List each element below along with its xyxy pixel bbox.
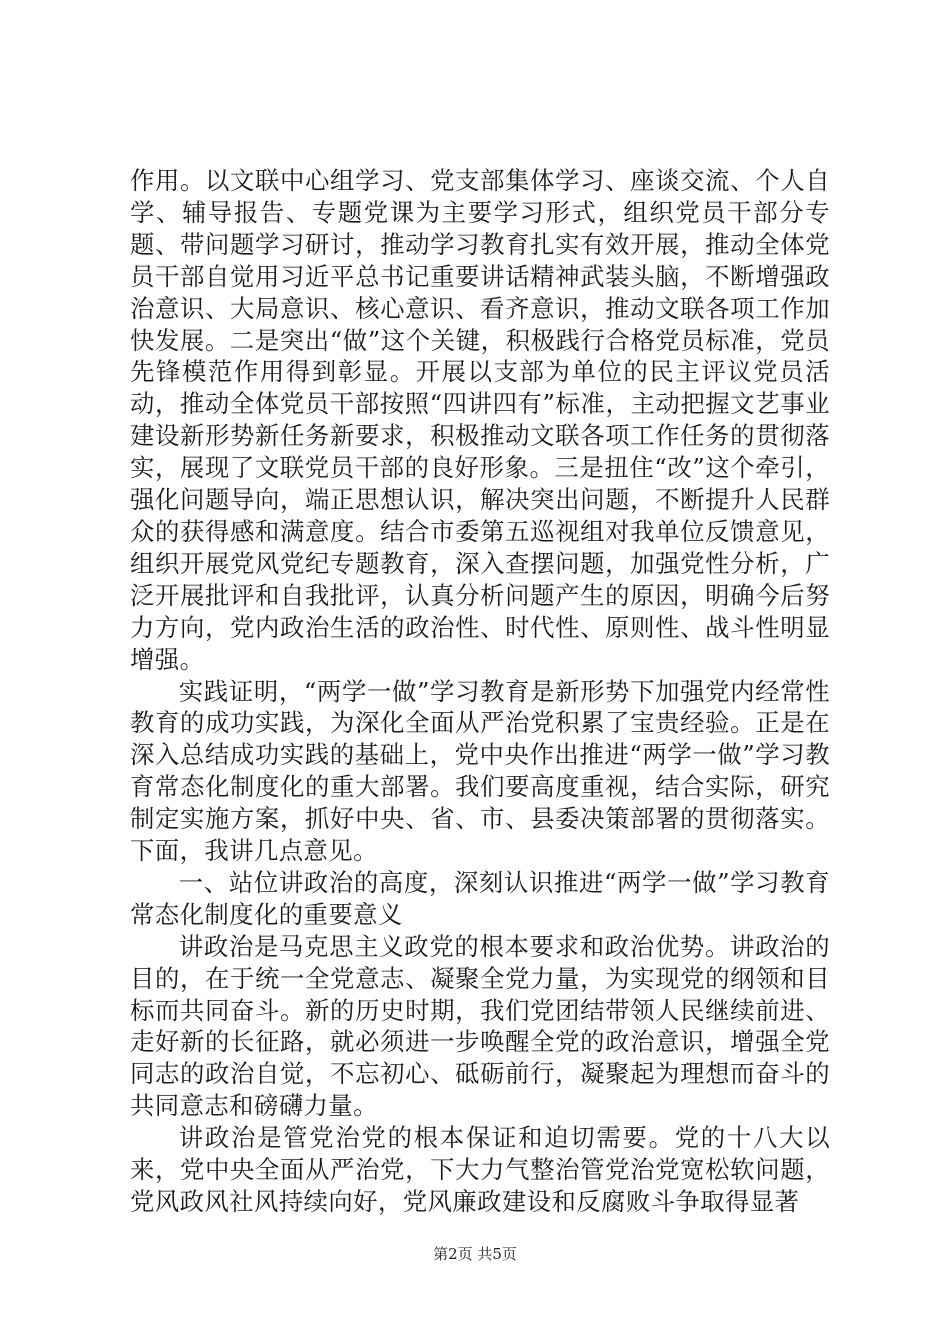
paragraph-4: 讲政治是管党治党的根本保证和迫切需要。党的十八大以来，党中央全面从严治党，下大力气整治管党治党宽松软问题，党风政风社风持续向好，党风廉政建设和反腐败斗争取得显著	[130, 1123, 830, 1216]
section-heading-1: 一、站位讲政治的高度，深刻认识推进“两学一做”学习教育常态化制度化的重要意义	[130, 867, 830, 929]
paragraph-2: 实践证明，“两学一做”学习教育是新形势下加强党内经常性教育的成功实践，为深化全面从严治党积累了宝贵经验。正是在深入总结成功实践的基础上，党中央作出推进“两学一做”学习教育常态化制度化的重大部署。我们要高度重视，结合实际，研究制定实施方案，抓好中央、省、市、县委决策部署的贯彻落实。下面，我讲几点意见。	[130, 676, 830, 866]
page-number: 第2页 共5页	[433, 1245, 517, 1263]
page-footer	[0, 1244, 950, 1264]
document-body	[130, 165, 830, 1218]
paragraph-3: 讲政治是马克思主义政党的根本要求和政治优势。讲政治的目的，在于统一全党意志、凝聚全党力量，为实现党的纲领和目标而共同奋斗。新的历史时期，我们党团结带领人民继续前进、走好新的长征路，就必须进一步唤醒全党的政治意识，增强全党同志的政治自觉，不忘初心、砥砺前行，凝聚起为理想而奋斗的共同意志和磅礴力量。	[130, 931, 830, 1121]
paragraph-1: 作用。以文联中心组学习、党支部集体学习、座谈交流、个人自学、辅导报告、专题党课为主要学习形式，组织党员干部分专题、带问题学习研讨，推动学习教育扎实有效开展，推动全体党员干部自觉用习近平总书记重要讲话精神武装头脑，不断增强政治意识、大局意识、核心意识、看齐意识，推动文联各项工作加快发展。二是突出“做”这个关键，积极践行合格党员标准，党员先锋模范作用得到彰显。开展以支部为单位的民主评议党员活动，推动全体党员干部按照“四讲四有”标准，主动把握文艺事业建设新形势新任务新要求，积极推动文联各项工作任务的贯彻落实，展现了文联党员干部的良好形象。三是扭住“改”这个牵引，强化问题导向，端正思想认识，解决突出问题，不断提升人民群众的获得感和满意度。结合市委第五巡视组对我单位反馈意见，组织开展党风党纪专题教育，深入查摆问题，加强党性分析，广泛开展批评和自我批评，认真分析问题产生的原因，明确今后努力方向，党内政治生活的政治性、时代性、原则性、战斗性明显增强。	[130, 166, 830, 674]
